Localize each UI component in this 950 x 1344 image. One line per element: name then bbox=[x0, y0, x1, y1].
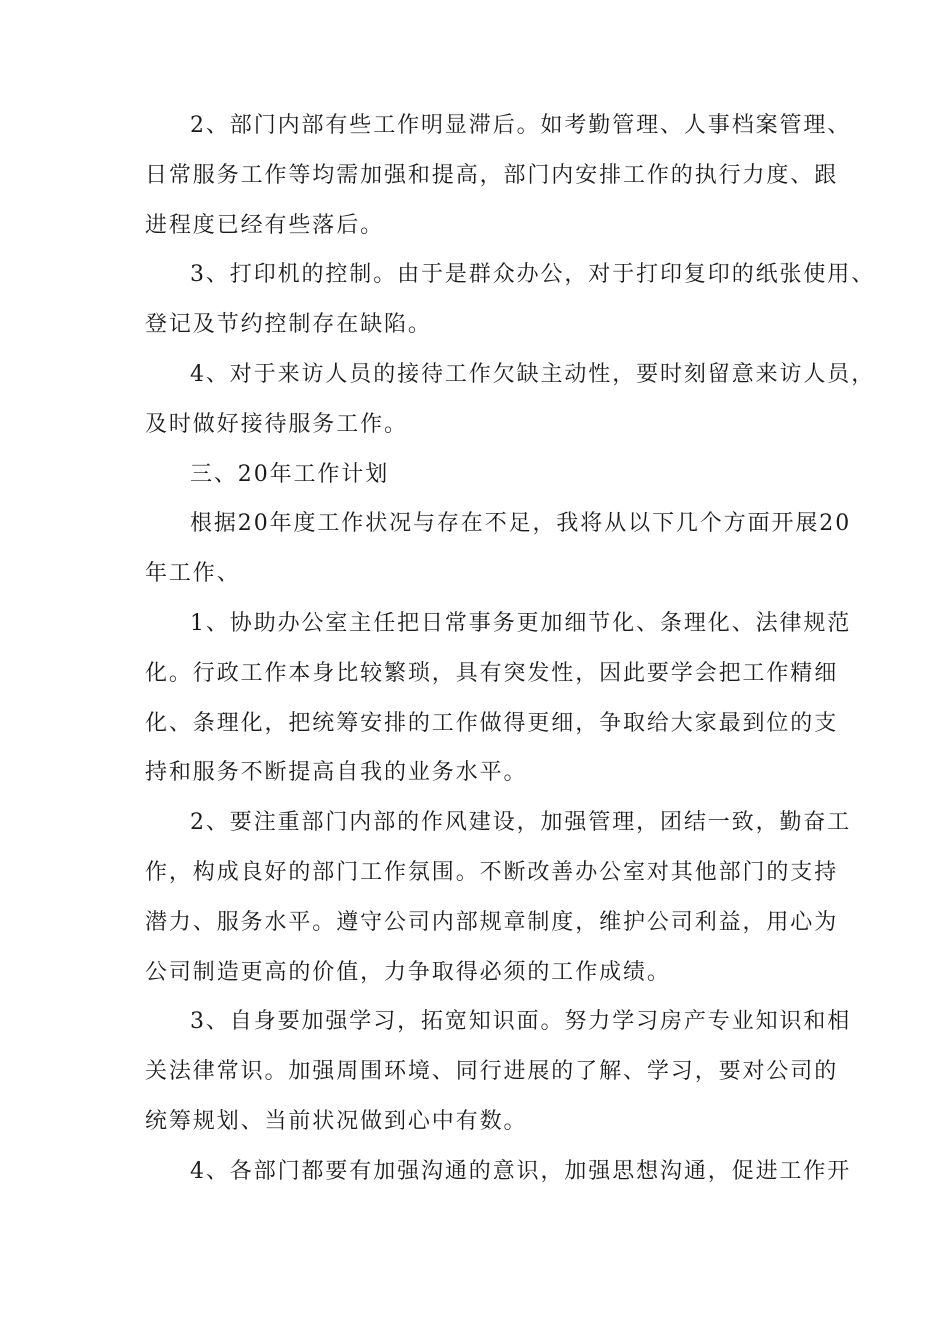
text-line: 进程度已经有些落后。 bbox=[145, 212, 385, 238]
text-line: 作，构成良好的部门工作氛围。不断改善办公室对其他部门的支持 bbox=[145, 859, 839, 885]
paragraph-problem-3 bbox=[145, 250, 876, 350]
text-line: 3、自身要加强学习，拓宽知识面。努力学习房产专业知识和相 bbox=[190, 1009, 852, 1035]
paragraph-plan-3 bbox=[145, 997, 852, 1146]
text-line: 1、协助办公室主任把日常事务更加细节化、条理化、法律规范 bbox=[190, 610, 852, 636]
text-line: 2、部门内部有些工作明显滞后。如考勤管理、人事档案管理、 bbox=[190, 113, 852, 138]
paragraph-problem-4 bbox=[145, 350, 876, 450]
section-heading: 三、20年工作计划 bbox=[190, 461, 390, 487]
text-line: 4、对于来访人员的接待工作欠缺主动性，要时刻留意来访人员， bbox=[190, 361, 876, 387]
text-line: 3、打印机的控制。由于是群众办公，对于打印复印的纸张使用、 bbox=[190, 262, 876, 288]
text-line: 登记及节约控制存在缺陷。 bbox=[145, 312, 432, 338]
paragraph-plan-1 bbox=[145, 599, 852, 798]
paragraph-plan-intro bbox=[145, 499, 852, 599]
section-heading-work-plan bbox=[145, 450, 825, 500]
paragraph-plan-2 bbox=[145, 798, 852, 997]
text-line: 化、条理化，把统筹安排的工作做得更细，争取给大家最到位的支 bbox=[145, 710, 839, 736]
text-line: 化。行政工作本身比较繁琐，具有突发性，因此要学会把工作精细 bbox=[145, 660, 839, 686]
text-line: 公司制造更高的价值，力争取得必须的工作成绩。 bbox=[145, 959, 671, 985]
text-line: 根据20年度工作状况与存在不足，我将从以下几个方面开展20 bbox=[190, 511, 852, 537]
text-line: 日常服务工作等均需加强和提高，部门内安排工作的执行力度、跟 bbox=[145, 162, 839, 188]
text-line: 2、要注重部门内部的作风建设，加强管理，团结一致，勤奋工 bbox=[190, 810, 852, 836]
paragraph-plan-4 bbox=[145, 1147, 852, 1197]
text-line: 潜力、服务水平。遵守公司内部规章制度，维护公司利益，用心为 bbox=[145, 909, 839, 935]
text-line: 及时做好接待服务工作。 bbox=[145, 411, 408, 437]
text-line: 统筹规划、当前状况做到心中有数。 bbox=[145, 1108, 528, 1134]
document-body bbox=[145, 101, 876, 1197]
text-line: 4、各部门都要有加强沟通的意识，加强思想沟通，促进工作开 bbox=[190, 1158, 852, 1184]
paragraph-problem-2 bbox=[145, 101, 852, 250]
text-line: 持和服务不断提高自我的业务水平。 bbox=[145, 760, 528, 786]
text-line: 年工作、 bbox=[145, 561, 241, 587]
text-line: 关法律常识。加强周围环境、同行进展的了解、学习，要对公司的 bbox=[145, 1059, 839, 1085]
